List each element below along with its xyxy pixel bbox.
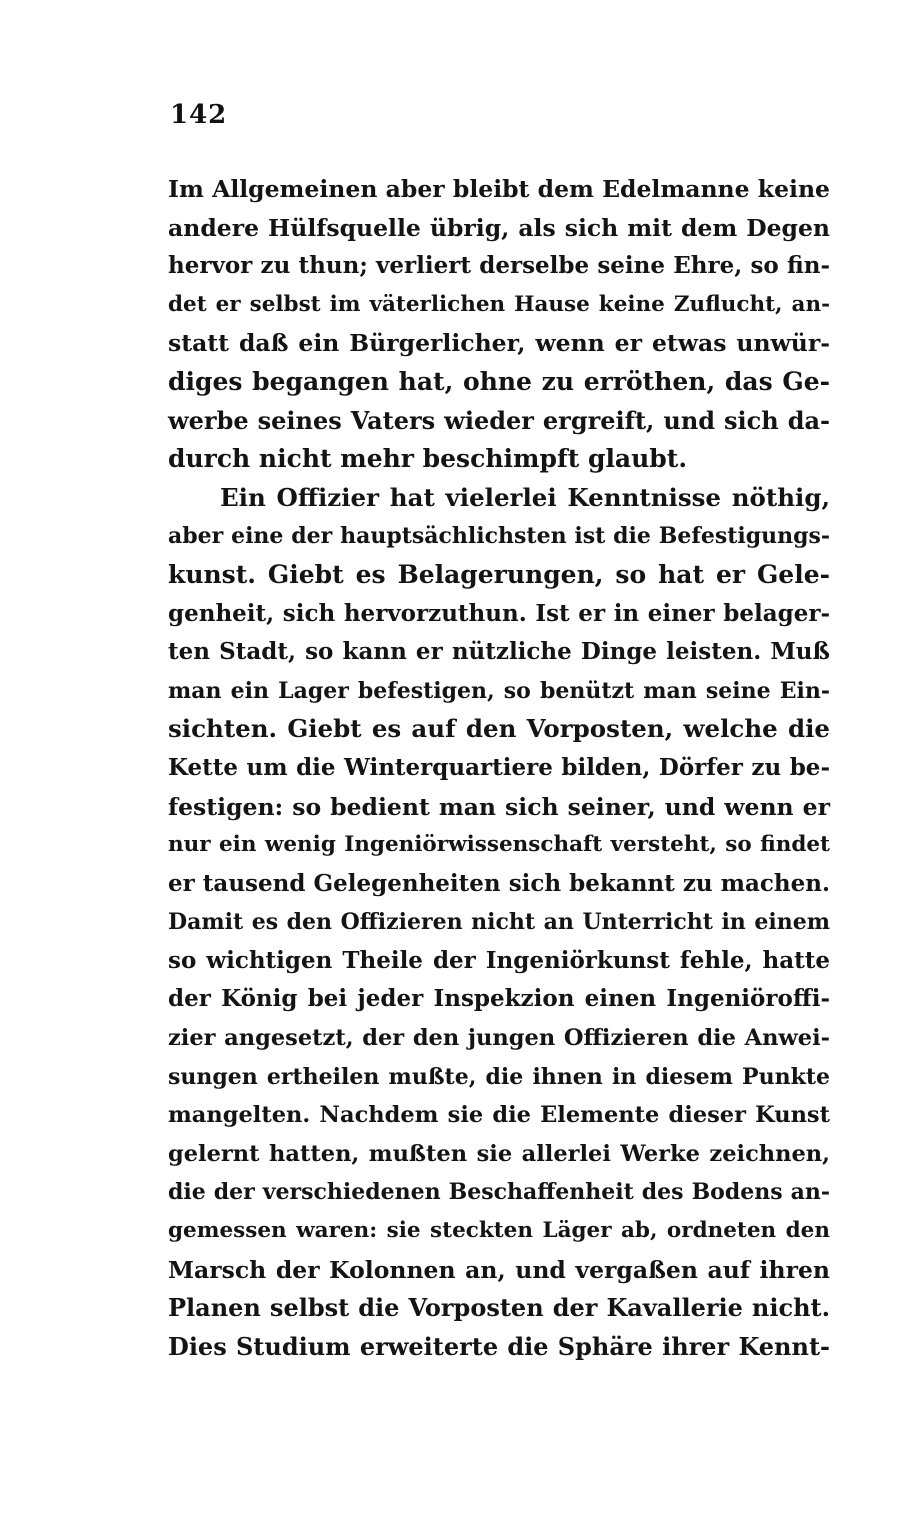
text-line: diges begangen hat, ohne zu erröthen, das Ge- — [168, 366, 830, 396]
text-line: Marsch der Kolonnen an, und vergaßen auf ihren — [168, 1255, 830, 1284]
text-line: ten Stadt, so kann er nützliche Dinge leisten. Muß — [168, 638, 830, 666]
page-number: 142 — [170, 100, 228, 130]
text-line: Kette um die Winterquartiere bilden, Dörfer zu be- — [168, 753, 830, 781]
text-line: kunst. Giebt es Belagerungen, so hat er Gele- — [168, 559, 830, 589]
text-line: Ein Offizier hat vielerlei Kenntnisse nöthig, — [220, 482, 830, 512]
text-line: gemessen waren: sie steckten Läger ab, ordneten den — [168, 1218, 830, 1244]
text-line: andere Hülfsquelle übrig, als sich mit dem Degen — [168, 213, 830, 242]
text-line: festigen: so bedient man sich seiner, und wenn er — [168, 792, 830, 821]
text-line: der König bei jeder Inspekzion einen Ingeniöroffi- — [168, 985, 830, 1013]
text-line: Planen selbst die Vorposten der Kavallerie nicht. — [168, 1293, 830, 1323]
text-line: sichten. Giebt es auf den Vorposten, welche die — [168, 714, 830, 744]
text-line: Damit es den Offizieren nicht an Unterricht in einem — [168, 909, 830, 936]
body-text — [168, 170, 830, 1366]
text-line: aber eine der hauptsächlichsten ist die Befestigungs- — [168, 523, 830, 550]
text-line: zier angesetzt, der den jungen Offizieren die Anwei- — [168, 1025, 830, 1052]
text-line: er tausend Gelegenheiten sich bekannt zu machen. — [168, 869, 830, 897]
text-line: Dies Studium erweiterte die Sphäre ihrer Kennt- — [168, 1331, 830, 1361]
text-line: nur ein wenig Ingeniörwissenschaft versteht, so findet — [168, 832, 830, 858]
text-line: mangelten. Nachdem sie die Elemente dieser Kunst — [168, 1102, 830, 1129]
paragraph — [168, 479, 830, 1367]
text-line: man ein Lager befestigen, so benützt man seine Ein- — [168, 677, 830, 704]
text-line: durch nicht mehr beschimpft glaubt. — [168, 444, 688, 474]
paragraph — [168, 170, 830, 479]
text-line: statt daß ein Bürgerlicher, wenn er etwas unwür- — [168, 329, 830, 358]
text-line: Im Allgemeinen aber bleibt dem Edelmanne keine — [168, 175, 830, 203]
text-line: det er selbst im väterlichen Hause keine Zuflucht, an- — [168, 291, 830, 317]
text-line: die der verschiedenen Beschaffenheit des Bodens an- — [168, 1179, 830, 1206]
text-line: so wichtigen Theile der Ingeniörkunst fehle, hatte — [168, 946, 830, 974]
text-line: hervor zu thun; verliert derselbe seine Ehre, so fin- — [168, 252, 830, 280]
text-line: genheit, sich hervorzuthun. Ist er in einer belager- — [168, 599, 830, 627]
text-line: gelernt hatten, mußten sie allerlei Werke zeichnen, — [168, 1140, 830, 1167]
text-line: sungen ertheilen mußte, die ihnen in diesem Punkte — [168, 1063, 830, 1090]
text-line: werbe seines Vaters wieder ergreift, und sich da- — [168, 405, 830, 435]
